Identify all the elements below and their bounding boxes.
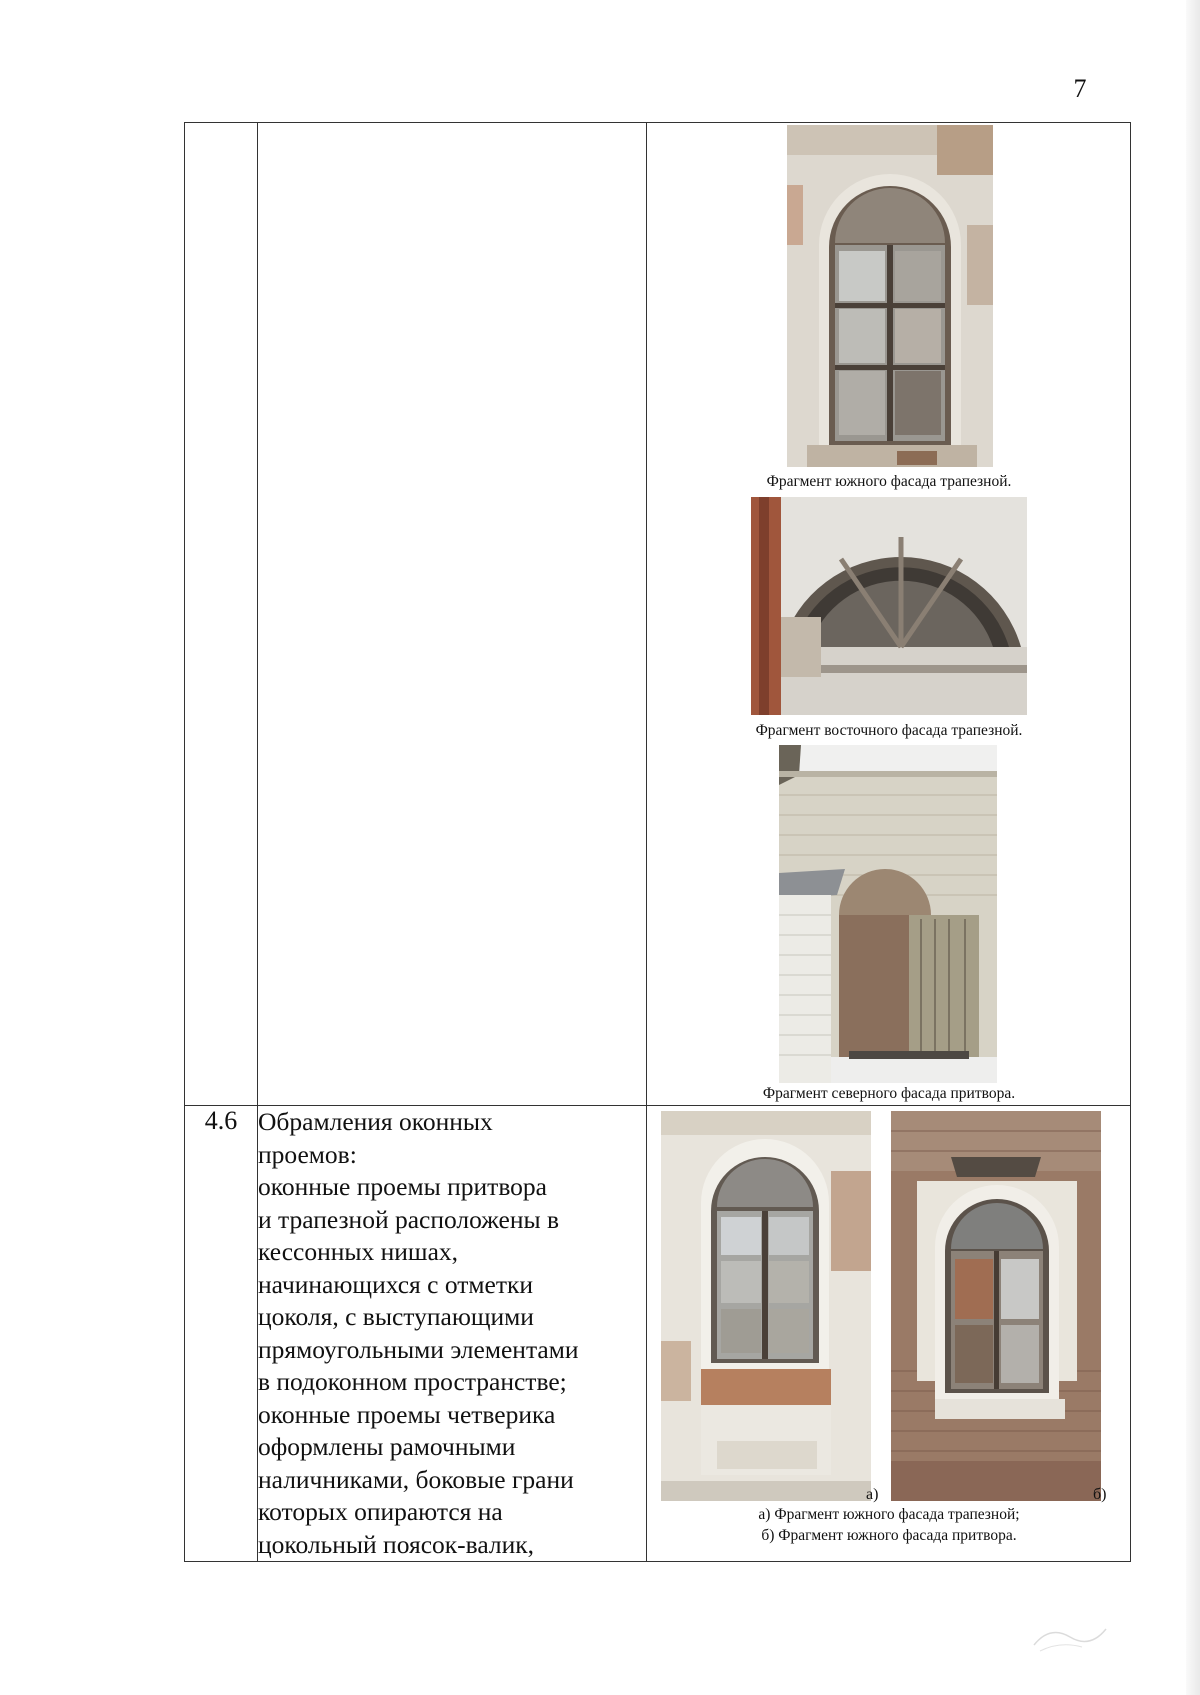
description-line: которых опираются на <box>258 1497 503 1526</box>
description-line: начинающихся с отметки <box>258 1269 534 1299</box>
south-facade-narthex-photo <box>891 1111 1101 1501</box>
photo-caption-3: Фрагмент северного фасада притвора. <box>762 1085 1016 1102</box>
description-line: кессонных нишах, <box>258 1237 459 1266</box>
description-line: цокольный поясок-валик, <box>258 1529 535 1559</box>
description-line: Обрамления оконных <box>258 1107 493 1136</box>
description-line: оконные проемы четверика <box>258 1399 556 1429</box>
row-description <box>258 1106 647 1562</box>
description-line: прямоугольными элементами <box>258 1334 579 1364</box>
description-line: в подоконном пространстве; <box>258 1367 567 1396</box>
description-line: и трапезной расположены в <box>258 1204 560 1234</box>
description-line: цоколя, с выступающими <box>258 1302 534 1331</box>
page-number: 7 <box>1073 74 1087 103</box>
arched-transom-photo <box>751 497 1027 715</box>
photo-b-label: б) <box>1093 1486 1107 1503</box>
row-number: 4.6 <box>185 1106 258 1562</box>
south-facade-refectory-photo <box>661 1111 871 1501</box>
scan-edge <box>1186 0 1200 1695</box>
table-row-4-6 <box>185 1106 1131 1562</box>
photo-caption-1: Фрагмент южного фасада трапезной. <box>766 473 1012 490</box>
description-cell-empty <box>258 123 647 1106</box>
photo-caption-b: б) Фрагмент южного фасада притвора. <box>761 1527 1017 1544</box>
description-line: наличниками, боковые грани <box>258 1464 574 1494</box>
arched-window-photo <box>787 125 993 467</box>
photo-caption-2: Фрагмент восточного фасада трапезной. <box>755 722 1023 739</box>
scan-mark <box>1030 1615 1110 1655</box>
description-line: оформлены рамочными <box>258 1432 516 1461</box>
brick-wall-door-photo <box>779 745 997 1083</box>
number-cell-empty <box>185 123 258 1106</box>
description-line: проемов: <box>258 1139 357 1169</box>
photo-a-label: а) <box>866 1486 879 1503</box>
photo-cell-4-6 <box>647 1106 1131 1562</box>
report-table <box>184 122 1131 1562</box>
table-row-continued <box>185 123 1131 1106</box>
photo-cell <box>647 123 1131 1106</box>
photo-caption-a: а) Фрагмент южного фасада трапезной; <box>758 1506 1020 1523</box>
description-line: оконные проемы притвора <box>258 1172 548 1201</box>
